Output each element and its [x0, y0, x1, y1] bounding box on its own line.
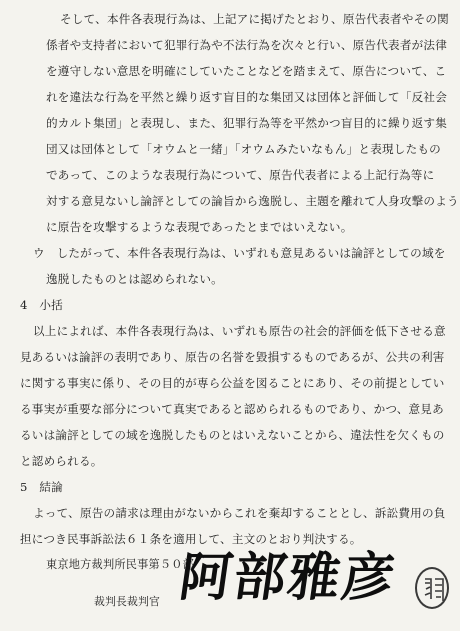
text-line: 逸脱したものとは認められない。	[46, 272, 223, 286]
text-line: 見あるいは論評の表明であり、原告の名誉を毀損するものであるが、公共の利害	[20, 350, 445, 364]
text-line: ウ したがって、本件各表現行為は、いずれも意見あるいは論評としての域を	[33, 246, 446, 260]
personal-seal	[415, 567, 449, 609]
handwritten-signature: 阿部雅彦	[175, 547, 401, 608]
judge-title: 裁判長裁判官	[94, 595, 160, 608]
section-heading: 4 小括	[20, 298, 63, 312]
court-name: 東京地方裁判所民事第５０部	[46, 558, 195, 571]
text-line: 係者や支持者において犯罪行為や不法行為を次々と行い、原告代表者が法律	[46, 38, 447, 52]
text-line: 対する意見ないし論評としての論旨から逸脱し、主題を離れて人身攻撃のよう	[46, 194, 459, 208]
seal-mark-icon	[417, 569, 451, 611]
text-line: そして、本件各表現行為は、上記アに掲げたとおり、原告代表者やその関	[60, 12, 449, 26]
text-line: と認められる。	[20, 454, 103, 468]
text-line: 的カルト集団」と表現し、また、犯罪行為等を平然かつ盲目的に繰り返す集	[46, 116, 447, 130]
text-line: を遵守しない意思を明確にしていたことなどを踏まえて、原告について、こ	[46, 64, 447, 78]
text-line: に原告を攻撃するような表現であったとまではいえない。	[46, 220, 353, 234]
text-line: に関する事実に係り、その目的が専ら公益を図ることにあり、その前提としてい	[20, 376, 445, 390]
text-line: 以上によれば、本件各表現行為は、いずれも原告の社会的評価を低下させる意	[33, 324, 446, 338]
section-heading: 5 結論	[20, 480, 63, 494]
text-line: る事実が重要な部分について真実であると認められるものであり、かつ、意見あ	[20, 402, 444, 416]
text-line: 担につき民事訴訟法６１条を適用して、主文のとおり判決する。	[20, 532, 362, 546]
text-line: るいは論評としての域を逸脱したものとはいえないことから、違法性を欠くもの	[20, 428, 445, 442]
text-line: よって、原告の請求は理由がないからこれを棄却することとし、訴訟費用の負	[33, 506, 446, 520]
text-line: れを違法な行為を平然と繰り返す盲目的な集団又は団体と評価して「反社会	[46, 90, 447, 104]
text-line: 団又は団体として「オウムと一緒」「オウムみたいなもん」と表現したもの	[46, 142, 441, 156]
text-line: であって、このような表現行為について、原告代表者による上記行為等に	[46, 168, 435, 182]
